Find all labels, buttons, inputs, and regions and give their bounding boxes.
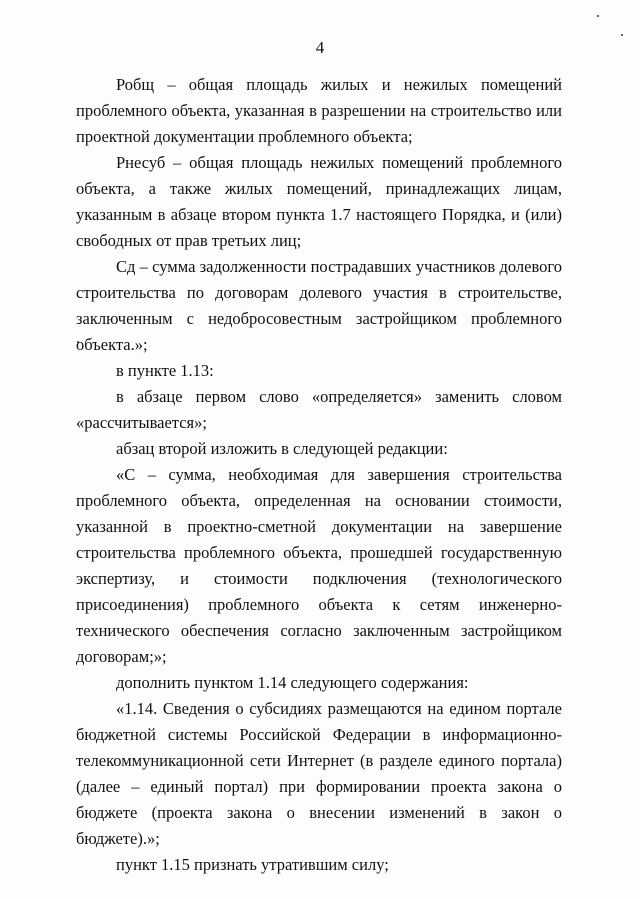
- paragraph-rnesub: Рнесуб – общая площадь нежилых помещений проблемного объекта, а также жилых помещений, принадлежащих лицам, указанным в абзаце втором пункта 1.7 настоящего Порядка, и (или) свободных от прав третьих лиц;: [76, 153, 562, 250]
- page-number: 4: [315, 38, 325, 57]
- paragraph-second-abzac: абзац второй изложить в следующей редакции:: [116, 439, 448, 458]
- paragraph-add-1-14: дополнить пунктом 1.14 следующего содержания:: [116, 673, 469, 692]
- scan-speck: [621, 34, 623, 36]
- paragraph-point-1-13: в пункте 1.13:: [116, 361, 214, 380]
- paragraph-c-definition: «С – сумма, необходимая для завершения строительства проблемного объекта, определенная на основании стоимости, указанной в проектно-сметной документации на завершение строительства проблемного объекта, прошедшей государственную экспертизу, и стоимости подключения (технологического присоединения) проблемного объекта к сетям инженерно-технического обеспечения согласно заключенным застройщиком договорам;»;: [76, 465, 562, 666]
- scan-speck: [597, 15, 599, 17]
- paragraph-replace-word: в абзаце первом слово «определяется» заменить словом «рассчитывается»;: [76, 387, 562, 432]
- paragraph-1-15: пункт 1.15 признать утратившим силу;: [116, 855, 389, 874]
- paragraph-1-14-text: «1.14. Сведения о субсидиях размещаются на едином портале бюджетной системы Российской Федерации в информационно-телекоммуникационной сети Интернет (в разделе единого портала) (далее – единый портал) при формировании проекта закона о бюджете (проекта закона о внесении изменений в закон о бюджете).»;: [76, 699, 562, 848]
- paragraph-sd: Сд – сумма задолженности пострадавших участников долевого строительства по договорам долевого участия в строительстве, заключенным с недобросовестным застройщиком проблемного объекта.»;: [76, 257, 562, 354]
- paragraph-robshch: Робщ – общая площадь жилых и нежилых помещений проблемного объекта, указанная в разрешении на строительство или проектной документации проблемного объекта;: [76, 75, 562, 146]
- document-body: [76, 72, 562, 878]
